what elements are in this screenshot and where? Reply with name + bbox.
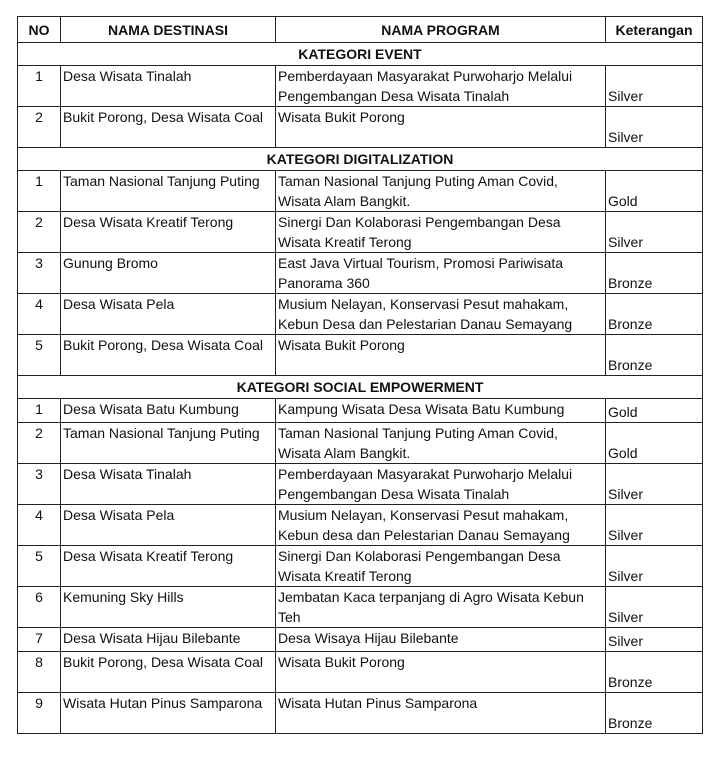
- header-program: NAMA PROGRAM: [276, 17, 606, 43]
- program-name: Musium Nelayan, Konservasi Pesut mahakam, Kebun desa dan Pelestarian Danau Semayang: [276, 505, 606, 546]
- category-title: KATEGORI DIGITALIZATION: [18, 148, 703, 171]
- award-level: Gold: [606, 399, 703, 423]
- program-name: Pemberdayaan Masyarakat Purwoharjo Melalui Pengembangan Desa Wisata Tinalah: [276, 66, 606, 107]
- row-number: 2: [18, 212, 61, 253]
- row-number: 1: [18, 171, 61, 212]
- award-level: Bronze: [606, 253, 703, 294]
- category-row: [18, 376, 703, 399]
- row-number: 2: [18, 423, 61, 464]
- award-level: Bronze: [606, 335, 703, 376]
- destination-name: Desa Wisata Pela: [61, 294, 276, 335]
- row-number: 3: [18, 464, 61, 505]
- destination-name: Taman Nasional Tanjung Puting: [61, 423, 276, 464]
- award-level: Gold: [606, 171, 703, 212]
- header-keterangan: Keterangan: [606, 17, 703, 43]
- program-name: Musium Nelayan, Konservasi Pesut mahakam, Kebun Desa dan Pelestarian Danau Semayang: [276, 294, 606, 335]
- destination-name: Kemuning Sky Hills: [61, 587, 276, 628]
- row-number: 8: [18, 652, 61, 693]
- destination-name: Bukit Porong, Desa Wisata Coal: [61, 652, 276, 693]
- award-level: Bronze: [606, 652, 703, 693]
- award-table: [17, 16, 703, 734]
- table-row: [18, 464, 703, 505]
- table-row: [18, 171, 703, 212]
- table-row: [18, 212, 703, 253]
- program-name: Wisata Bukit Porong: [276, 652, 606, 693]
- table-body: [18, 43, 703, 734]
- row-number: 7: [18, 628, 61, 652]
- header-destinasi: NAMA DESTINASI: [61, 17, 276, 43]
- destination-name: Desa Wisata Kreatif Terong: [61, 546, 276, 587]
- destination-name: Bukit Porong, Desa Wisata Coal: [61, 107, 276, 148]
- award-level: Silver: [606, 587, 703, 628]
- row-number: 1: [18, 399, 61, 423]
- table-row: [18, 587, 703, 628]
- destination-name: Desa Wisata Kreatif Terong: [61, 212, 276, 253]
- program-name: Wisata Bukit Porong: [276, 107, 606, 148]
- award-level: Silver: [606, 66, 703, 107]
- destination-name: Desa Wisata Hijau Bilebante: [61, 628, 276, 652]
- table-row: [18, 294, 703, 335]
- destination-name: Wisata Hutan Pinus Samparona: [61, 693, 276, 734]
- award-level: Silver: [606, 628, 703, 652]
- program-name: Wisata Bukit Porong: [276, 335, 606, 376]
- table-row: [18, 399, 703, 423]
- award-level: Bronze: [606, 294, 703, 335]
- category-row: [18, 148, 703, 171]
- table-row: [18, 505, 703, 546]
- row-number: 5: [18, 546, 61, 587]
- destination-name: Desa Wisata Pela: [61, 505, 276, 546]
- table-row: [18, 66, 703, 107]
- award-level: Gold: [606, 423, 703, 464]
- table-row: [18, 423, 703, 464]
- program-name: Sinergi Dan Kolaborasi Pengembangan Desa Wisata Kreatif Terong: [276, 546, 606, 587]
- table-row: [18, 253, 703, 294]
- program-name: Pemberdayaan Masyarakat Purwoharjo Melalui Pengembangan Desa Wisata Tinalah: [276, 464, 606, 505]
- program-name: Wisata Hutan Pinus Samparona: [276, 693, 606, 734]
- table-row: [18, 335, 703, 376]
- destination-name: Desa Wisata Tinalah: [61, 464, 276, 505]
- header-no: NO: [18, 17, 61, 43]
- program-name: Taman Nasional Tanjung Puting Aman Covid, Wisata Alam Bangkit.: [276, 423, 606, 464]
- destination-name: Gunung Bromo: [61, 253, 276, 294]
- program-name: Taman Nasional Tanjung Puting Aman Covid, Wisata Alam Bangkit.: [276, 171, 606, 212]
- table-row: [18, 107, 703, 148]
- row-number: 2: [18, 107, 61, 148]
- category-title: KATEGORI SOCIAL EMPOWERMENT: [18, 376, 703, 399]
- program-name: East Java Virtual Tourism, Promosi Pariwisata Panorama 360: [276, 253, 606, 294]
- header-row: [18, 17, 703, 43]
- row-number: 9: [18, 693, 61, 734]
- program-name: Desa Wisaya Hijau Bilebante: [276, 628, 606, 652]
- destination-name: Taman Nasional Tanjung Puting: [61, 171, 276, 212]
- document: [17, 16, 703, 734]
- award-level: Bronze: [606, 693, 703, 734]
- program-name: Kampung Wisata Desa Wisata Batu Kumbung: [276, 399, 606, 423]
- table-row: [18, 693, 703, 734]
- destination-name: Desa Wisata Batu Kumbung: [61, 399, 276, 423]
- award-level: Silver: [606, 505, 703, 546]
- award-level: Silver: [606, 212, 703, 253]
- table-row: [18, 628, 703, 652]
- category-row: [18, 43, 703, 66]
- row-number: 4: [18, 505, 61, 546]
- row-number: 4: [18, 294, 61, 335]
- row-number: 5: [18, 335, 61, 376]
- award-level: Silver: [606, 107, 703, 148]
- award-level: Silver: [606, 464, 703, 505]
- row-number: 1: [18, 66, 61, 107]
- category-title: KATEGORI EVENT: [18, 43, 703, 66]
- award-level: Silver: [606, 546, 703, 587]
- table-row: [18, 652, 703, 693]
- table-row: [18, 546, 703, 587]
- program-name: Sinergi Dan Kolaborasi Pengembangan Desa Wisata Kreatif Terong: [276, 212, 606, 253]
- row-number: 6: [18, 587, 61, 628]
- program-name: Jembatan Kaca terpanjang di Agro Wisata Kebun Teh: [276, 587, 606, 628]
- destination-name: Bukit Porong, Desa Wisata Coal: [61, 335, 276, 376]
- row-number: 3: [18, 253, 61, 294]
- destination-name: Desa Wisata Tinalah: [61, 66, 276, 107]
